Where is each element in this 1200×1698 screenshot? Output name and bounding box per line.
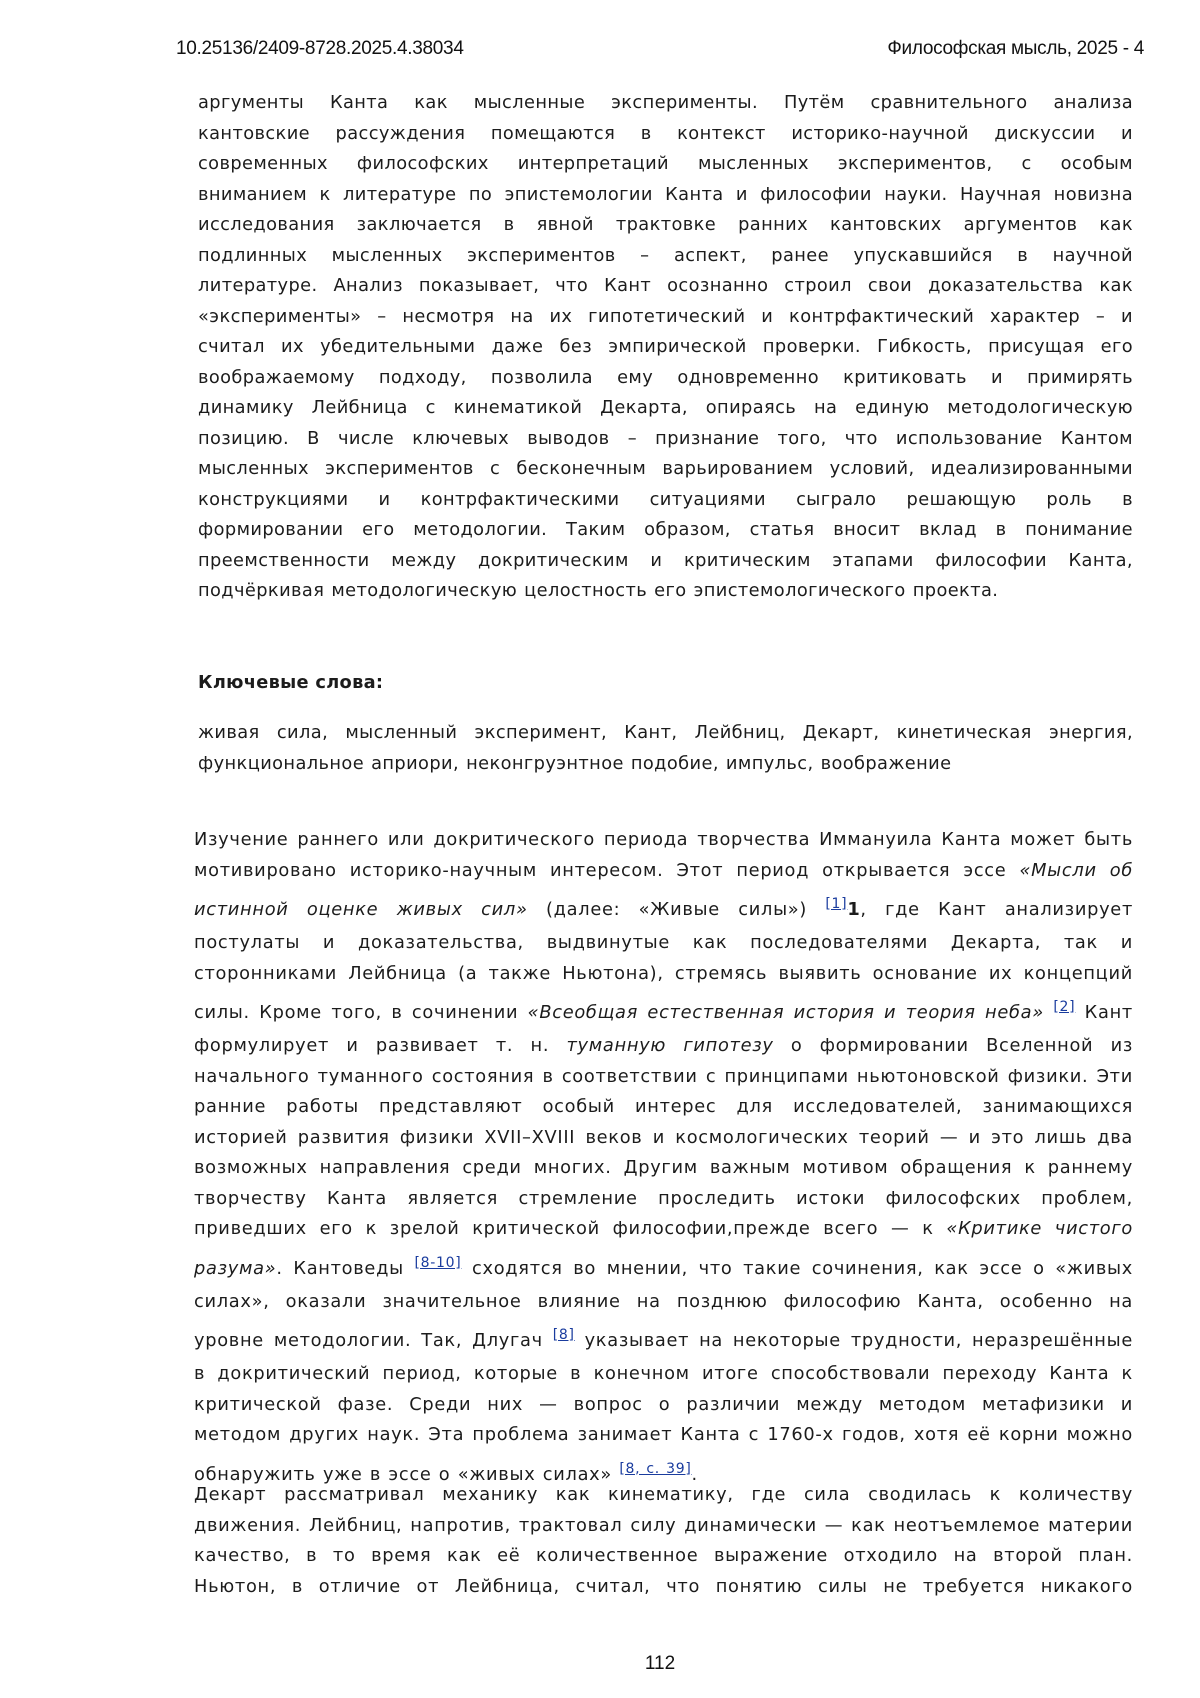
- body-line: сторонниками Лейбница (а также Ньютона), стремясь выявить основание их концепций: [194, 962, 1133, 984]
- body-line: творчеству Канта является стремление проследить истоки философских проблем,: [194, 1187, 1133, 1209]
- abstract-line: аргументы Канта как мысленные эксперименты. Путём сравнительного анализа: [198, 92, 1133, 113]
- citation-link[interactable]: [8-10]: [414, 1254, 462, 1271]
- body-line: уровне методологии. Так, Длугач [8] указывает на некоторые трудности, неразрешённые: [194, 1327, 1133, 1351]
- abstract-line: современных философских интерпретаций мысленных экспериментов, с особым: [198, 153, 1133, 174]
- body-line: приведших его к зрелой критической философии,прежде всего — к «Критике чистого: [194, 1218, 1133, 1239]
- keywords-line: живая сила, мысленный эксперимент, Кант, Лейбниц, Декарт, кинетическая энергия,: [198, 722, 1133, 743]
- body-line: разума». Кантоведы [8-10] сходятся во мнении, что такие сочинения, как эссе о «живых: [194, 1254, 1134, 1279]
- body-line: формулирует и развивает т. н. туманную гипотезу о формировании Вселенной из: [194, 1035, 1133, 1056]
- abstract-line: позицию. В числе ключевых выводов – признание того, что использование Кантом: [198, 427, 1133, 449]
- body-paragraph-2: [194, 1480, 1133, 1602]
- body-line: движения. Лейбниц, напротив, трактовал силу динамически — как неотъемлемое материи: [194, 1514, 1133, 1536]
- abstract-line: воображаемому подходу, позволила ему одновременно критиковать и примирять: [198, 366, 1133, 388]
- journal-issue: Философская мысль, 2025 - 4: [887, 38, 1144, 59]
- body-line: историей развития физики XVII–XVIII веков и космологических теорий — и это лишь два: [194, 1126, 1133, 1148]
- abstract-line: динамику Лейбница с кинематикой Декарта, опираясь на единую методологическую: [198, 397, 1133, 418]
- body-line: обнаружить уже в эссе о «живых силах» [8, с. 39].: [194, 1460, 698, 1485]
- body-line: качество, в то время как её количественное выражение отходило на второй план.: [194, 1545, 1133, 1566]
- citation-link[interactable]: [8, с. 39]: [619, 1460, 692, 1477]
- abstract: [198, 88, 1133, 607]
- citation-link[interactable]: [8]: [552, 1327, 575, 1343]
- keywords-line: функциональное априори, неконгруэнтное подобие, импульс, воображение: [198, 752, 952, 774]
- abstract-line: «эксперименты» – несмотря на их гипотетический и контрфактический характер – и: [198, 305, 1133, 327]
- body-paragraph-1: [194, 825, 1133, 1493]
- abstract-line: преемственности между докритическим и критическим этапами философии Канта,: [198, 549, 1133, 571]
- body-line: истинной оценке живых сил» (далее: «Живые силы») [1]1, где Кант анализирует: [194, 896, 1133, 920]
- body-line: силы. Кроме того, в сочинении «Всеобщая естественная история и теория неба» [2] Кант: [194, 999, 1133, 1023]
- abstract-line: формировании его методологии. Таким образом, статья вносит вклад в понимание: [198, 519, 1133, 540]
- body-line: силах», оказали значительное влияние на позднюю философию Канта, особенно на: [194, 1290, 1133, 1312]
- body-line: Декарт рассматривал механику как кинематику, где сила сводилась к количеству: [194, 1484, 1133, 1505]
- abstract-line: исследования заключается в явной трактовке ранних кантовских аргументов как: [198, 214, 1133, 235]
- abstract-line: вниманием к литературе по эпистемологии Канта и философии науки. Научная новизна: [198, 183, 1133, 205]
- page-number: 112: [644, 1653, 676, 1674]
- abstract-line: конструкциями и контрфактическими ситуациями сыграло решающую роль в: [198, 488, 1133, 510]
- keywords-list: [198, 718, 1133, 779]
- keywords-heading: Ключевые слова:: [198, 672, 384, 693]
- body-line: начального туманного состояния в соответствии с принципами ньютоновской физики. Эти: [194, 1065, 1133, 1087]
- body-line: критической фазе. Среди них — вопрос о различии между методом метафизики и: [194, 1393, 1133, 1415]
- doi: 10.25136/2409-8728.2025.4.38034: [176, 38, 464, 59]
- citation-link[interactable]: [2]: [1053, 999, 1076, 1015]
- body-line: мотивировано историко-научным интересом. Этот период открывается эссе «Мысли об: [194, 859, 1133, 881]
- body-line: Ньютон, в отличие от Лейбница, считал, что понятию силы не требуется никакого: [194, 1575, 1133, 1597]
- body-line: Изучение раннего или докритического периода творчества Иммануила Канта может быть: [194, 829, 1133, 850]
- abstract-line: считал их убедительными даже без эмпирической проверки. Гибкость, присущая его: [198, 336, 1133, 357]
- body-line: постулаты и доказательства, выдвинутые как последователями Декарта, так и: [194, 932, 1133, 953]
- citation-link[interactable]: [1]: [825, 896, 848, 912]
- abstract-line: кантовские рассуждения помещаются в контекст историко-научной дискуссии и: [198, 122, 1133, 144]
- body-line: ранние работы представляют особый интерес для исследователей, занимающихся: [194, 1096, 1133, 1117]
- body-line: возможных направления среди многих. Другим важным мотивом обращения к раннему: [194, 1157, 1133, 1178]
- abstract-line: подлинных мысленных экспериментов – аспект, ранее упускавшийся в научной: [198, 244, 1133, 266]
- abstract-line: литературе. Анализ показывает, что Кант осознанно строил свои доказательства как: [198, 275, 1133, 296]
- abstract-line: подчёркивая методологическую целостность его эпистемологического проекта.: [198, 580, 999, 601]
- abstract-line: мысленных экспериментов с бесконечным варьированием условий, идеализированными: [198, 458, 1133, 479]
- body-line: в докритический период, которые в конечном итоге способствовали переходу Канта к: [194, 1363, 1133, 1384]
- body-line: методом других наук. Эта проблема занимает Канта с 1760-х годов, хотя её корни можно: [194, 1424, 1133, 1445]
